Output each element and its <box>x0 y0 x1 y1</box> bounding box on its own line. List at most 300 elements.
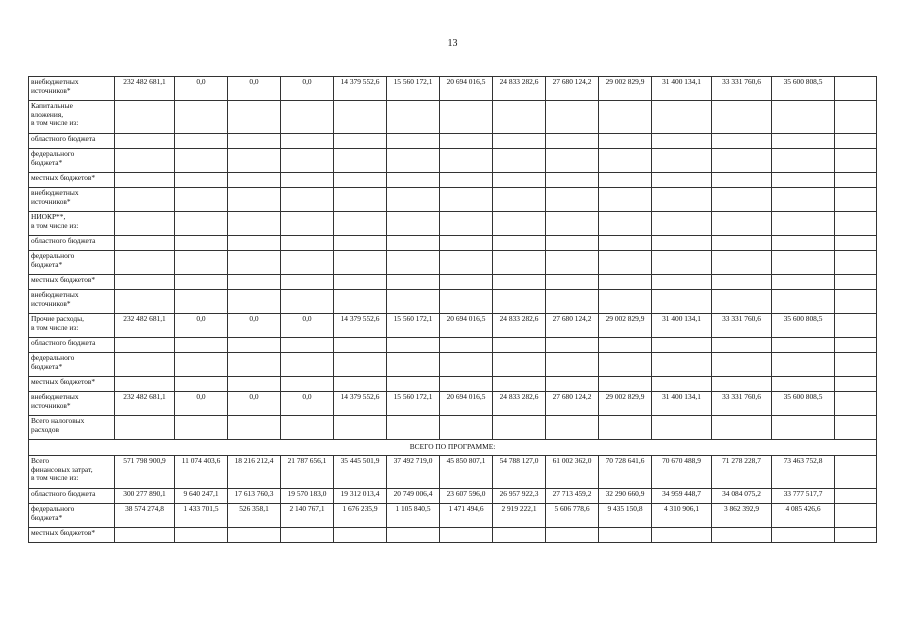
table-cell <box>281 290 334 314</box>
section-header-row <box>29 440 877 456</box>
table-cell <box>334 251 387 275</box>
table-cell: 0,0 <box>281 392 334 416</box>
table-cell: 1 433 701,5 <box>175 504 228 528</box>
table-cell: 0,0 <box>228 77 281 101</box>
table-row <box>29 392 877 416</box>
table-row <box>29 456 877 489</box>
table-cell: 15 560 172,1 <box>387 314 440 338</box>
table-cell <box>175 251 228 275</box>
table-cell <box>334 236 387 251</box>
table-cell <box>387 101 440 134</box>
table-cell <box>334 338 387 353</box>
table-cell <box>440 416 493 440</box>
row-label: областного бюджета <box>29 338 115 353</box>
table-cell <box>599 188 652 212</box>
table-row <box>29 314 877 338</box>
table-cell <box>599 416 652 440</box>
table-cell <box>493 338 546 353</box>
table-cell <box>440 134 493 149</box>
table-cell <box>115 188 175 212</box>
table-cell <box>228 236 281 251</box>
table-cell <box>115 149 175 173</box>
table-cell <box>175 353 228 377</box>
row-label: областного бюджета <box>29 489 115 504</box>
table-cell <box>772 149 835 173</box>
table-cell: 29 002 829,9 <box>599 392 652 416</box>
table-cell <box>228 188 281 212</box>
table-cell <box>835 275 877 290</box>
table-cell <box>334 173 387 188</box>
table-cell <box>546 290 599 314</box>
table-cell <box>387 338 440 353</box>
row-label: областного бюджета <box>29 134 115 149</box>
table-cell <box>835 338 877 353</box>
table-cell <box>712 149 772 173</box>
table-cell: 9 435 150,8 <box>599 504 652 528</box>
row-label: НИОКР**, в том числе из: <box>29 212 115 236</box>
table-cell <box>228 212 281 236</box>
row-label: областного бюджета <box>29 236 115 251</box>
table-cell <box>599 251 652 275</box>
table-cell <box>387 290 440 314</box>
table-cell <box>228 134 281 149</box>
table-cell: 0,0 <box>281 77 334 101</box>
table-cell <box>772 275 835 290</box>
table-cell <box>546 377 599 392</box>
table-cell <box>835 290 877 314</box>
table-row <box>29 416 877 440</box>
table-cell <box>228 101 281 134</box>
table-cell <box>652 338 712 353</box>
table-cell <box>281 173 334 188</box>
table-cell: 19 570 183,0 <box>281 489 334 504</box>
table-cell: 20 694 016,5 <box>440 77 493 101</box>
table-cell <box>440 188 493 212</box>
table-cell <box>652 377 712 392</box>
table-cell <box>334 290 387 314</box>
table-cell <box>546 275 599 290</box>
table-cell: 232 482 681,1 <box>115 392 175 416</box>
table-cell <box>440 251 493 275</box>
table-cell <box>115 236 175 251</box>
row-label: федерального бюджета* <box>29 353 115 377</box>
row-label: Прочие расходы, в том числе из: <box>29 314 115 338</box>
table-cell: 21 787 656,1 <box>281 456 334 489</box>
table-cell <box>772 134 835 149</box>
table-cell <box>115 134 175 149</box>
table-cell: 18 216 212,4 <box>228 456 281 489</box>
table-row <box>29 353 877 377</box>
table-cell: 33 331 760,6 <box>712 77 772 101</box>
table-cell <box>652 101 712 134</box>
row-label: внебюджетных источников* <box>29 392 115 416</box>
table-cell: 14 379 552,6 <box>334 392 387 416</box>
table-cell <box>334 188 387 212</box>
table-cell <box>334 134 387 149</box>
table-cell: 27 680 124,2 <box>546 77 599 101</box>
row-label: Всего финансовых затрат, в том числе из: <box>29 456 115 489</box>
table-cell <box>387 212 440 236</box>
table-cell: 0,0 <box>175 77 228 101</box>
table-cell: 31 400 134,1 <box>652 77 712 101</box>
table-cell: 1 471 494,6 <box>440 504 493 528</box>
table-cell: 0,0 <box>175 392 228 416</box>
table-cell: 31 400 134,1 <box>652 314 712 338</box>
table-row <box>29 504 877 528</box>
table-cell <box>772 353 835 377</box>
table-row <box>29 149 877 173</box>
table-cell: 45 850 807,1 <box>440 456 493 489</box>
table-cell <box>712 377 772 392</box>
table-cell <box>772 236 835 251</box>
table-cell <box>599 528 652 543</box>
table-cell <box>387 251 440 275</box>
table-cell <box>281 188 334 212</box>
table-row <box>29 275 877 290</box>
table-cell <box>652 290 712 314</box>
table-cell <box>712 353 772 377</box>
table-cell: 2 140 767,1 <box>281 504 334 528</box>
table-cell <box>175 275 228 290</box>
table-cell <box>175 338 228 353</box>
table-cell <box>546 353 599 377</box>
table-cell: 20 694 016,5 <box>440 392 493 416</box>
row-label: внебюджетных источников* <box>29 77 115 101</box>
table-cell <box>281 275 334 290</box>
table-cell <box>712 338 772 353</box>
table-cell: 9 640 247,1 <box>175 489 228 504</box>
table-cell <box>652 528 712 543</box>
table-cell <box>387 528 440 543</box>
table-cell <box>115 101 175 134</box>
table-cell <box>334 416 387 440</box>
table-cell <box>599 236 652 251</box>
table-cell <box>835 134 877 149</box>
table-cell: 14 379 552,6 <box>334 314 387 338</box>
table-cell: 73 463 752,8 <box>772 456 835 489</box>
table-cell <box>546 173 599 188</box>
table-cell <box>493 188 546 212</box>
table-cell <box>835 149 877 173</box>
table-cell <box>835 101 877 134</box>
table-row <box>29 173 877 188</box>
table-cell: 3 862 392,9 <box>712 504 772 528</box>
table-cell: 1 676 235,9 <box>334 504 387 528</box>
table-cell <box>493 377 546 392</box>
table-cell <box>440 275 493 290</box>
table-cell <box>493 134 546 149</box>
table-cell: 33 331 760,6 <box>712 314 772 338</box>
table-cell: 70 728 641,6 <box>599 456 652 489</box>
table-cell <box>115 338 175 353</box>
table-row <box>29 377 877 392</box>
table-cell <box>835 504 877 528</box>
table-cell: 20 694 016,5 <box>440 314 493 338</box>
table-cell <box>115 416 175 440</box>
table-cell <box>281 338 334 353</box>
table-cell <box>835 528 877 543</box>
table-cell <box>175 212 228 236</box>
table-cell <box>334 101 387 134</box>
table-cell: 23 607 596,0 <box>440 489 493 504</box>
table-cell <box>175 377 228 392</box>
table-row <box>29 338 877 353</box>
table-cell: 4 310 906,1 <box>652 504 712 528</box>
table-cell <box>652 188 712 212</box>
table-cell: 61 002 362,0 <box>546 456 599 489</box>
table-cell: 5 606 778,6 <box>546 504 599 528</box>
table-cell <box>440 353 493 377</box>
table-cell <box>493 149 546 173</box>
table-cell <box>493 528 546 543</box>
table-cell <box>175 290 228 314</box>
row-label: внебюджетных источников* <box>29 188 115 212</box>
table-row <box>29 528 877 543</box>
table-cell <box>546 134 599 149</box>
table-cell <box>772 212 835 236</box>
table-cell <box>546 338 599 353</box>
table-cell: 35 600 808,5 <box>772 314 835 338</box>
table-cell <box>835 377 877 392</box>
table-cell: 232 482 681,1 <box>115 314 175 338</box>
table-cell <box>546 251 599 275</box>
table-row <box>29 188 877 212</box>
table-cell <box>835 251 877 275</box>
table-cell <box>440 212 493 236</box>
table-cell <box>228 377 281 392</box>
table-cell <box>281 212 334 236</box>
table-cell <box>334 212 387 236</box>
table-cell <box>115 377 175 392</box>
row-label: федерального бюджета* <box>29 149 115 173</box>
table-cell <box>652 236 712 251</box>
table-cell <box>652 416 712 440</box>
table-cell <box>652 149 712 173</box>
table-cell <box>652 173 712 188</box>
table-cell <box>835 392 877 416</box>
table-cell: 15 560 172,1 <box>387 392 440 416</box>
table-cell <box>387 353 440 377</box>
table-cell: 300 277 890,1 <box>115 489 175 504</box>
table-cell: 71 278 228,7 <box>712 456 772 489</box>
table-cell: 0,0 <box>228 392 281 416</box>
table-cell: 24 833 282,6 <box>493 314 546 338</box>
table-cell: 571 798 900,9 <box>115 456 175 489</box>
table-cell <box>281 101 334 134</box>
row-label: федерального бюджета* <box>29 504 115 528</box>
table-cell: 24 833 282,6 <box>493 77 546 101</box>
table-cell <box>115 212 175 236</box>
row-label: местных бюджетов* <box>29 528 115 543</box>
table-cell <box>281 528 334 543</box>
table-cell <box>599 212 652 236</box>
table-cell <box>175 101 228 134</box>
table-cell: 34 084 075,2 <box>712 489 772 504</box>
table-cell <box>228 338 281 353</box>
table-cell <box>281 251 334 275</box>
table-cell <box>387 173 440 188</box>
table-cell <box>712 528 772 543</box>
table-cell <box>599 290 652 314</box>
table-cell <box>115 528 175 543</box>
table-cell <box>228 251 281 275</box>
table-cell: 37 492 719,0 <box>387 456 440 489</box>
table-cell <box>546 212 599 236</box>
table-cell <box>228 275 281 290</box>
table-cell: 2 919 222,1 <box>493 504 546 528</box>
table-cell <box>835 77 877 101</box>
table-cell <box>175 173 228 188</box>
table-cell <box>835 314 877 338</box>
table-cell <box>835 212 877 236</box>
table-cell <box>772 528 835 543</box>
page-number: 13 <box>447 38 458 49</box>
table-cell <box>599 149 652 173</box>
table-cell: 32 290 660,9 <box>599 489 652 504</box>
table-cell <box>712 275 772 290</box>
table-cell <box>334 149 387 173</box>
table-cell <box>772 416 835 440</box>
row-label: федерального бюджета* <box>29 251 115 275</box>
table-cell <box>835 416 877 440</box>
table-cell: 29 002 829,9 <box>599 77 652 101</box>
table-cell <box>712 101 772 134</box>
table-cell <box>599 101 652 134</box>
table-cell <box>652 353 712 377</box>
table-cell <box>599 353 652 377</box>
table-cell <box>493 101 546 134</box>
financing-table <box>28 76 877 543</box>
table-cell <box>493 236 546 251</box>
table-cell <box>712 212 772 236</box>
table-cell <box>440 149 493 173</box>
row-label: внебюджетных источников* <box>29 290 115 314</box>
section-title: ВСЕГО ПО ПРОГРАММЕ: <box>29 440 877 456</box>
table-cell <box>712 416 772 440</box>
table-cell <box>712 134 772 149</box>
table-cell <box>712 236 772 251</box>
table-cell <box>334 528 387 543</box>
table-cell <box>712 173 772 188</box>
table-cell <box>175 188 228 212</box>
table-cell: 1 105 840,5 <box>387 504 440 528</box>
table-cell: 29 002 829,9 <box>599 314 652 338</box>
table-cell: 4 085 426,6 <box>772 504 835 528</box>
table-cell <box>228 149 281 173</box>
table-cell <box>281 353 334 377</box>
table-cell: 0,0 <box>281 314 334 338</box>
table-cell <box>175 134 228 149</box>
table-cell <box>493 251 546 275</box>
table-cell <box>387 134 440 149</box>
table-row <box>29 77 877 101</box>
table-cell: 17 613 760,3 <box>228 489 281 504</box>
table-cell: 31 400 134,1 <box>652 392 712 416</box>
table-cell <box>652 275 712 290</box>
table-cell <box>115 173 175 188</box>
table-cell <box>387 188 440 212</box>
table-cell: 35 445 501,9 <box>334 456 387 489</box>
table-cell: 26 957 922,3 <box>493 489 546 504</box>
table-cell <box>175 416 228 440</box>
table-cell: 35 600 808,5 <box>772 392 835 416</box>
table-cell <box>387 149 440 173</box>
table-cell <box>115 275 175 290</box>
table-cell <box>281 236 334 251</box>
table-cell <box>228 290 281 314</box>
table-cell <box>599 173 652 188</box>
table-cell <box>440 236 493 251</box>
table-cell <box>772 101 835 134</box>
row-label: Всего налоговых расходов <box>29 416 115 440</box>
table-cell: 20 749 006,4 <box>387 489 440 504</box>
table-row <box>29 134 877 149</box>
table-row <box>29 236 877 251</box>
table-cell: 11 074 403,6 <box>175 456 228 489</box>
row-label: местных бюджетов* <box>29 377 115 392</box>
table-cell: 24 833 282,6 <box>493 392 546 416</box>
table-cell <box>772 338 835 353</box>
table-cell <box>652 251 712 275</box>
table-cell <box>772 251 835 275</box>
table-cell <box>228 173 281 188</box>
table-cell <box>440 101 493 134</box>
table-cell <box>493 173 546 188</box>
table-cell <box>599 338 652 353</box>
table-cell <box>835 353 877 377</box>
table-cell <box>493 416 546 440</box>
table-cell <box>175 236 228 251</box>
table-cell <box>493 353 546 377</box>
table-cell <box>115 251 175 275</box>
table-cell <box>599 275 652 290</box>
table-row <box>29 290 877 314</box>
table-cell <box>712 188 772 212</box>
table-cell: 15 560 172,1 <box>387 77 440 101</box>
table-cell <box>835 236 877 251</box>
table-cell <box>835 188 877 212</box>
table-cell: 33 331 760,6 <box>712 392 772 416</box>
table-cell <box>115 353 175 377</box>
table-cell <box>772 188 835 212</box>
table-row <box>29 101 877 134</box>
table-cell: 27 680 124,2 <box>546 392 599 416</box>
table-cell <box>175 149 228 173</box>
table-cell <box>281 416 334 440</box>
table-cell: 34 959 448,7 <box>652 489 712 504</box>
table-cell <box>546 236 599 251</box>
table-cell: 35 600 808,5 <box>772 77 835 101</box>
table-cell <box>228 353 281 377</box>
table-cell <box>440 377 493 392</box>
table-cell: 19 312 013,4 <box>334 489 387 504</box>
table-cell <box>387 275 440 290</box>
table-cell <box>334 377 387 392</box>
table-cell <box>493 212 546 236</box>
table-cell: 27 680 124,2 <box>546 314 599 338</box>
table-cell: 526 358,1 <box>228 504 281 528</box>
table-cell <box>546 149 599 173</box>
table-cell <box>440 173 493 188</box>
table-cell <box>835 173 877 188</box>
row-label: Капитальные вложения, в том числе из: <box>29 101 115 134</box>
table-cell <box>652 212 712 236</box>
table-cell: 70 670 488,9 <box>652 456 712 489</box>
table-cell <box>387 416 440 440</box>
table-cell <box>440 528 493 543</box>
table-cell <box>387 236 440 251</box>
table-cell <box>546 101 599 134</box>
